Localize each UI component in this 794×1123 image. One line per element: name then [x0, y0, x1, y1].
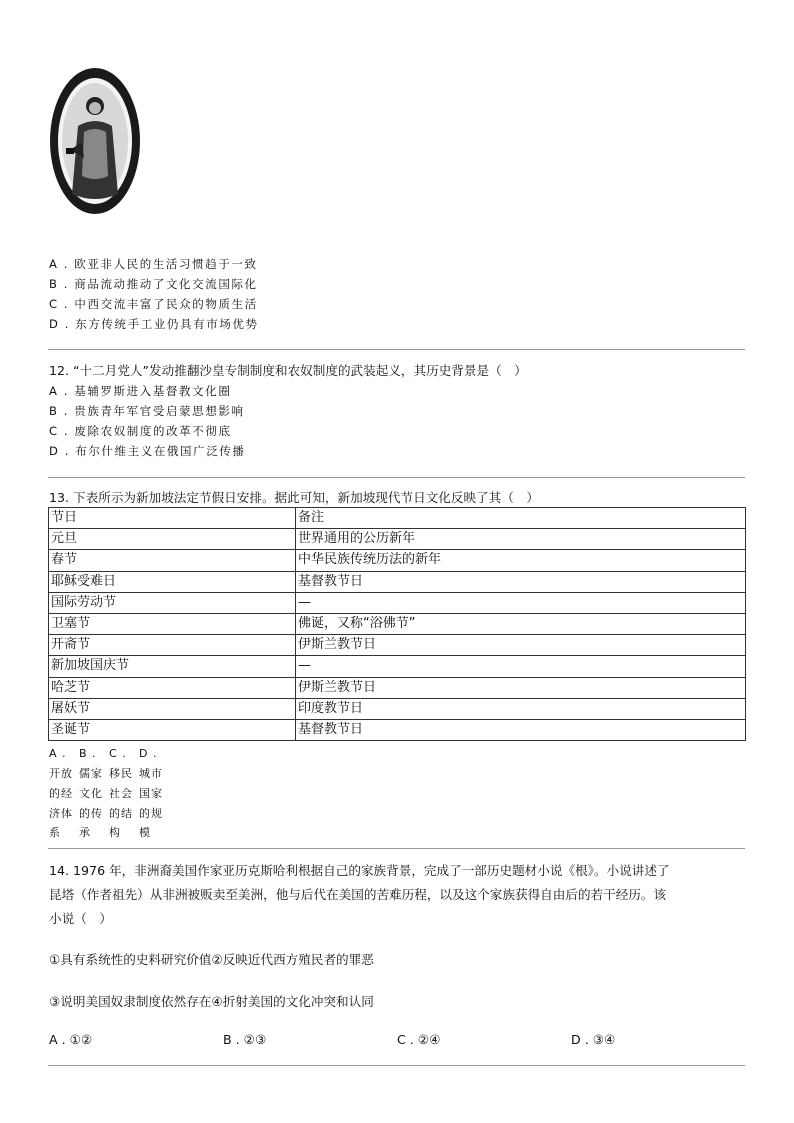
holiday-name-cell: 开斋节 [49, 635, 296, 656]
holiday-name-cell: 卫塞节 [49, 613, 296, 634]
table-header-cell: 节日 [49, 508, 296, 529]
option-grid-cell: B . [79, 747, 97, 761]
holiday-name-cell: 圣诞节 [49, 719, 296, 740]
q14-stem-line-1: 14. 1976 年，非洲裔美国作家亚历克斯哈利根据自己的家族背景，完成了一部历史题材小说《根》。小说讲述了 [49, 863, 670, 878]
q14-answer-d: D . ③④ [571, 1032, 616, 1047]
option-grid-row [49, 764, 169, 784]
holiday-name-cell: 元旦 [49, 529, 296, 550]
q13-stem: 13. 下表所示为新加坡法定节假日安排。据此可知，新加坡现代节日文化反映了其（ ） [49, 490, 540, 505]
q14-stem-line-2: 昆塔（作者祖先）从非洲被贩卖至美洲，他与后代在美国的苦难历程，以及这个家族获得自由后的若干经历。该 [49, 887, 667, 902]
q12-option-a: A . 基辅罗斯进入基督教文化圈 [49, 384, 232, 398]
option-grid-cell: 的传 [79, 806, 103, 820]
option-grid-cell: A . [49, 747, 67, 761]
table-row [49, 550, 746, 571]
table-header-row [49, 508, 746, 529]
holiday-note-cell: 基督教节日 [296, 719, 746, 740]
q13-options-grid [49, 744, 169, 842]
q12-option-b: B . 贵族青年军官受启蒙思想影响 [49, 404, 245, 418]
option-grid-cell: 济体 [49, 806, 73, 820]
table-row [49, 656, 746, 677]
q12-option-d: D . 布尔什维主义在俄国广泛传播 [49, 444, 246, 458]
holiday-note-cell: 伊斯兰教节日 [296, 635, 746, 656]
table-header-cell: 备注 [296, 508, 746, 529]
option-grid-cell: 开放 [49, 767, 73, 781]
option-grid-row [49, 744, 169, 764]
option-grid-cell: 文化 [79, 786, 103, 800]
q14-answer-b: B . ②③ [223, 1032, 267, 1047]
option-grid-cell: 承 [79, 826, 91, 840]
divider [48, 477, 745, 478]
option-grid-cell: 国家 [139, 786, 163, 800]
option-grid-cell: 儒家 [79, 767, 103, 781]
option-grid-cell: C . [109, 747, 127, 761]
divider [48, 1065, 745, 1066]
option-grid-cell: D . [139, 747, 158, 761]
q11-option-b: B . 商品流动推动了文化交流国际化 [49, 277, 258, 291]
q11-option-a: A . 欧亚非人民的生活习惯趋于一致 [49, 257, 258, 271]
q14-answer-c: C . ②④ [397, 1032, 441, 1047]
option-grid-row [49, 822, 169, 842]
option-grid-cell: 社会 [109, 786, 133, 800]
q12-stem: 12. “十二月党人”发动推翻沙皇专制制度和农奴制度的武装起义，其历史背景是（ ） [49, 363, 527, 378]
holiday-note-cell: 伊斯兰教节日 [296, 677, 746, 698]
divider [48, 349, 745, 350]
holiday-note-cell: 印度教节日 [296, 698, 746, 719]
q14-statement-1: ①具有系统性的史料研究价值②反映近代西方殖民者的罪恶 [49, 952, 374, 967]
table-row [49, 635, 746, 656]
option-grid-cell: 移民 [109, 767, 133, 781]
table-row [49, 719, 746, 740]
q12-option-c: C . 废除农奴制度的改革不彻底 [49, 424, 232, 438]
holiday-name-cell: 耶稣受难日 [49, 571, 296, 592]
option-grid-cell: 的经 [49, 786, 73, 800]
q14-answer-a: A . ①② [49, 1032, 93, 1047]
option-grid-cell: 的规 [139, 806, 163, 820]
option-grid-cell: 城市 [139, 767, 163, 781]
table-row [49, 592, 746, 613]
option-grid-row [49, 803, 169, 823]
portrait-illustration [48, 66, 142, 216]
holiday-name-cell: 国际劳动节 [49, 592, 296, 613]
holiday-name-cell: 春节 [49, 550, 296, 571]
option-grid-cell: 构 [109, 826, 121, 840]
table-row [49, 677, 746, 698]
table-row [49, 613, 746, 634]
q11-option-d: D . 东方传统手工业仍具有市场优势 [49, 317, 259, 331]
q14-statement-2: ③说明美国奴隶制度依然存在④折射美国的文化冲突和认同 [49, 994, 374, 1009]
option-grid-cell: 模 [139, 826, 151, 840]
table-row [49, 571, 746, 592]
holiday-note-cell: 中华民族传统历法的新年 [296, 550, 746, 571]
holiday-note-cell: 佛诞，又称“浴佛节” [296, 613, 746, 634]
table-row [49, 698, 746, 719]
q14-stem-line-3: 小说（ ） [49, 911, 112, 926]
holiday-note-cell: 世界通用的公历新年 [296, 529, 746, 550]
holiday-note-cell: — [296, 592, 746, 613]
divider [48, 848, 745, 849]
holiday-table [48, 507, 746, 741]
holiday-note-cell: 基督教节日 [296, 571, 746, 592]
holiday-note-cell: — [296, 656, 746, 677]
option-grid-cell: 系 [49, 826, 61, 840]
holiday-name-cell: 哈芝节 [49, 677, 296, 698]
table-row [49, 529, 746, 550]
holiday-name-cell: 新加坡国庆节 [49, 656, 296, 677]
option-grid-cell: 的结 [109, 806, 133, 820]
q11-option-c: C . 中西交流丰富了民众的物质生活 [49, 297, 258, 311]
option-grid-row [49, 783, 169, 803]
holiday-name-cell: 屠妖节 [49, 698, 296, 719]
